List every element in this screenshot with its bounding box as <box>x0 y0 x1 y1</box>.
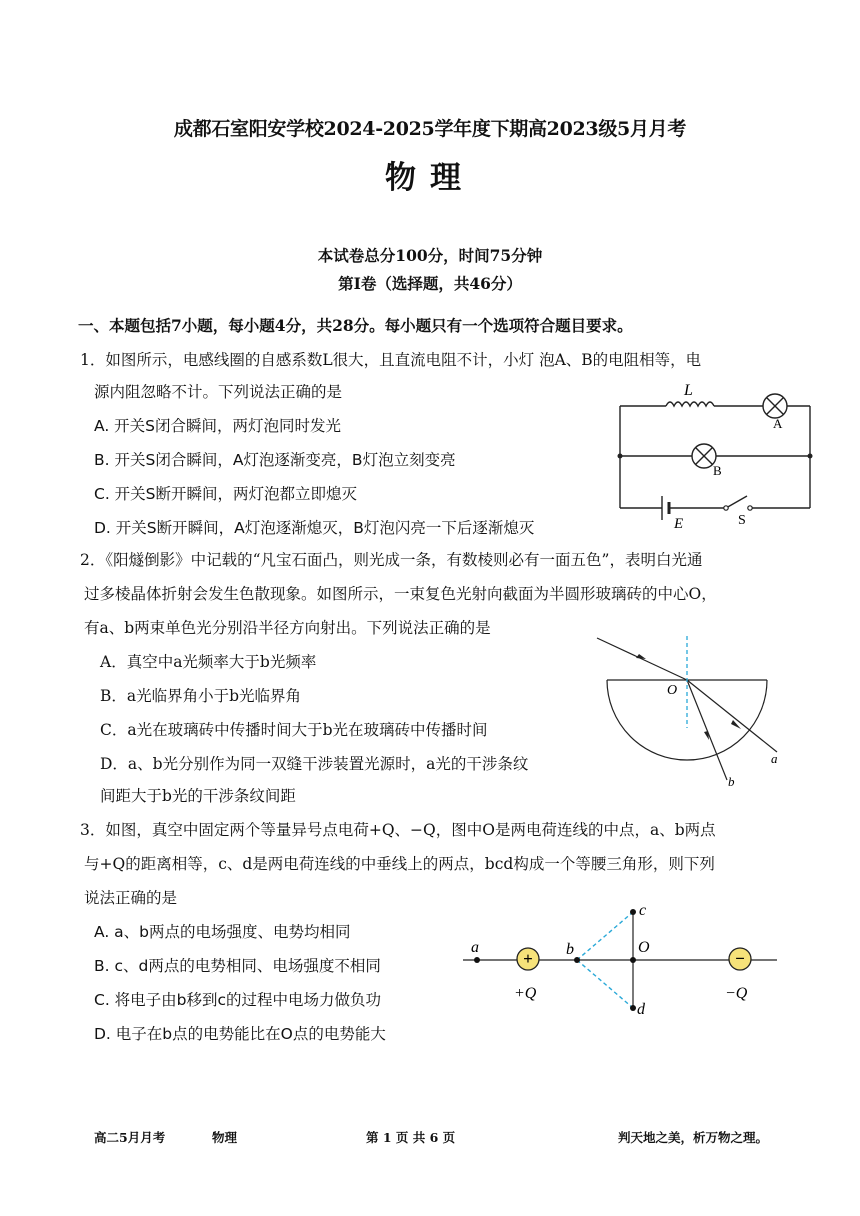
point-c-label: c <box>639 902 647 919</box>
negative-charge-sign: − <box>735 949 745 968</box>
q2-option-b: B．a光临界角小于b光临界角 <box>100 687 302 705</box>
q2-option-d: D．a、b光分别作为同一双缝干涉装置光源时，a光的干涉条纹 <box>100 755 529 773</box>
q3-option-a: A. a、b两点的电场强度、电势均相同 <box>94 923 351 941</box>
battery-label: E <box>674 516 684 532</box>
q2-prism-figure <box>595 632 795 797</box>
q2-option-d-cont: 间距大于b光的干涉条纹间距 <box>100 787 296 805</box>
q1-option-a: A. 开关S闭合瞬间，两灯泡同时发光 <box>94 417 342 435</box>
q1-circuit-figure <box>600 376 830 536</box>
footer-page-number: 第 1 页 共 6 页 <box>366 1130 456 1145</box>
footer-exam: 高二5月月考 <box>94 1130 166 1145</box>
section-title: 一、本题包括7小题，每小题4分，共28分。每小题只有一个选项符合题目要求。 <box>78 316 633 335</box>
q2-option-a: A．真空中a光频率大于b光频率 <box>100 653 317 671</box>
ray-arrow-icon <box>636 654 646 659</box>
q2-stem-line3: 有a、b两束单色光分别沿半径方向射出。下列说法正确的是 <box>84 619 491 637</box>
q2-stem-line1: 2．《阳燧倒影》中记载的“凡宝石面凸，则光成一条，有数棱则必有一面五色”，表明白光通 <box>80 551 703 569</box>
point-d-label: d <box>637 1001 645 1018</box>
inductor-coil-icon <box>666 402 714 406</box>
q1-stem-line1: 1．如图所示，电感线圈的自感系数L很大，且直流电阻不计，小灯 泡A、B的电阻相等，电 <box>80 351 702 369</box>
q3-charges-figure <box>455 900 785 1025</box>
subject-title: 物理 <box>385 160 475 196</box>
lamp-a-label: A <box>773 416 783 431</box>
q1-option-c: C. 开关S断开瞬间，两灯泡都立即熄灭 <box>94 485 358 503</box>
q3-stem-line2: 与+Q的距离相等，c、d是两电荷连线的中垂线上的两点，bcd构成一个等腰三角形，则下列 <box>84 855 715 873</box>
point-a-label: a <box>471 939 479 956</box>
q3-option-c: C. 将电子由b移到c的过程中电场力做负功 <box>94 991 382 1009</box>
positive-charge-sign: + <box>523 949 533 968</box>
q3-option-b: B. c、d两点的电势相同、电场强度不相同 <box>94 957 381 975</box>
q3-option-d: D. 电子在b点的电势能比在O点的电势能大 <box>94 1025 386 1043</box>
lamp-b-label: B <box>713 463 722 478</box>
q2-option-c: C．a光在玻璃砖中传播时间大于b光在玻璃砖中传播时间 <box>100 721 488 739</box>
inductor-label: L <box>684 382 693 399</box>
footer-motto: 判天地之美，析万物之理。 <box>618 1130 769 1145</box>
negative-charge-label: −Q <box>725 985 748 1002</box>
q1-option-d: D. 开关S断开瞬间，A灯泡逐渐熄灭，B灯泡闪亮一下后逐渐熄灭 <box>94 519 535 537</box>
part-title: 第Ⅰ卷（选择题，共46分） <box>338 274 522 293</box>
school-title: 成都石室阳安学校2024-2025学年度下期高2023级5月月考 <box>173 118 687 140</box>
switch-label: S <box>738 513 746 528</box>
positive-charge-label: +Q <box>514 985 537 1002</box>
ray-b-label: b <box>728 774 735 789</box>
ray-a-label: a <box>771 751 778 766</box>
q3-stem-line3: 说法正确的是 <box>84 889 178 907</box>
center-o-label: O <box>667 683 678 698</box>
q1-stem-line2: 源内阻忽略不计。下列说法正确的是 <box>94 383 343 401</box>
q1-option-b: B. 开关S闭合瞬间，A灯泡逐渐变亮，B灯泡立刻变亮 <box>94 451 456 469</box>
point-b-label: b <box>566 941 574 958</box>
q2-stem-line2: 过多棱晶体折射会发生色散现象。如图所示，一束复色光射向截面为半圆形玻璃砖的中心O， <box>84 585 717 603</box>
point-o-label: O <box>638 939 650 956</box>
exam-info: 本试卷总分100分，时间75分钟 <box>317 246 543 265</box>
footer-subject: 物理 <box>212 1130 238 1145</box>
q3-stem-line1: 3．如图，真空中固定两个等量异号点电荷+Q、−Q，图中O是两电荷连线的中点，a、b两点 <box>80 821 716 839</box>
